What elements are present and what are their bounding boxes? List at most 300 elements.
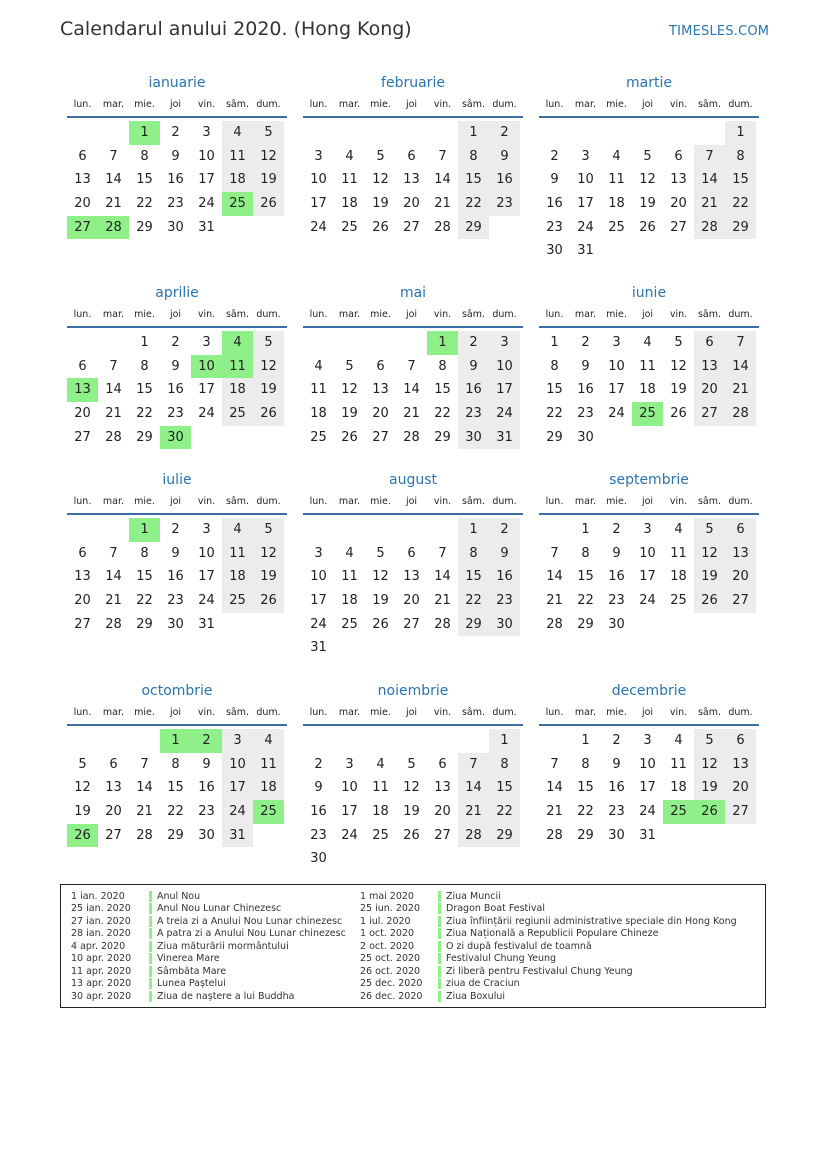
weekday-label: vin. xyxy=(669,309,688,320)
weekday-label: joi xyxy=(169,496,182,507)
day-cell: 22 xyxy=(136,406,153,422)
month-name: septembrie xyxy=(609,472,689,488)
legend-row xyxy=(71,990,346,1003)
legend-marker xyxy=(149,916,152,927)
day-cell: 5 xyxy=(674,335,683,350)
day-cell: 1 xyxy=(458,518,489,542)
weekday-label: vin. xyxy=(197,707,216,718)
day-grid xyxy=(303,729,523,871)
day-cell: 12 xyxy=(372,172,389,188)
header-rule xyxy=(67,513,287,515)
holiday-day-cell: 27 xyxy=(67,216,98,240)
day-cell: 26 xyxy=(403,827,420,843)
month-name: mai xyxy=(399,285,427,301)
day-cell: 15 xyxy=(546,382,563,398)
day-cell: 31 xyxy=(222,824,253,848)
day-grid xyxy=(539,121,759,263)
day-cell: 25 xyxy=(341,616,358,632)
weekday-label: mar. xyxy=(102,496,125,507)
day-cell: 6 xyxy=(694,331,725,355)
weekday-label: vin. xyxy=(669,99,688,110)
empty-cell xyxy=(427,729,458,753)
day-cell: 15 xyxy=(725,168,756,192)
day-cell: 30 xyxy=(608,827,625,843)
day-cell: 10 xyxy=(198,545,215,561)
day-cell: 19 xyxy=(372,593,389,609)
day-cell: 20 xyxy=(74,406,91,422)
empty-cell xyxy=(67,121,98,145)
day-cell: 21 xyxy=(434,593,451,609)
weekday-label: sâm. xyxy=(697,309,722,320)
day-cell: 23 xyxy=(458,402,489,426)
day-cell: 25 xyxy=(341,219,358,235)
day-cell: 11 xyxy=(222,542,253,566)
weekday-label: joi xyxy=(641,99,654,110)
day-cell: 16 xyxy=(546,196,563,212)
day-cell: 5 xyxy=(253,121,284,145)
day-cell: 6 xyxy=(407,148,416,164)
weekday-label: mar. xyxy=(102,99,125,110)
legend-row xyxy=(360,903,737,916)
day-cell: 14 xyxy=(546,780,563,796)
empty-cell xyxy=(539,121,570,145)
day-cell: 31 xyxy=(489,426,520,450)
day-cell: 14 xyxy=(434,172,451,188)
legend-marker xyxy=(149,941,152,952)
weekday-label: sâm. xyxy=(697,496,722,507)
legend-row xyxy=(71,915,346,928)
weekday-label: vin. xyxy=(669,496,688,507)
day-cell: 21 xyxy=(546,593,563,609)
day-cell: 12 xyxy=(670,358,687,374)
day-cell: 4 xyxy=(222,121,253,145)
holiday-day-cell: 1 xyxy=(129,121,160,145)
legend-date: 1 oct. 2020 xyxy=(360,928,415,940)
month-decembrie xyxy=(539,680,759,847)
day-cell: 27 xyxy=(434,827,451,843)
day-cell: 9 xyxy=(171,545,180,561)
empty-cell xyxy=(365,518,396,542)
day-cell: 12 xyxy=(639,172,656,188)
day-cell: 18 xyxy=(639,382,656,398)
empty-cell xyxy=(365,121,396,145)
empty-cell xyxy=(303,331,334,355)
day-cell: 24 xyxy=(310,616,327,632)
legend-date: 13 apr. 2020 xyxy=(71,978,132,990)
day-cell: 21 xyxy=(725,378,756,402)
month-name: ianuarie xyxy=(148,75,206,91)
day-cell: 30 xyxy=(577,429,594,445)
day-cell: 10 xyxy=(577,172,594,188)
empty-cell xyxy=(67,331,98,355)
day-cell: 17 xyxy=(222,776,253,800)
header-rule xyxy=(539,326,759,328)
legend-date: 2 oct. 2020 xyxy=(360,940,415,952)
header-rule xyxy=(539,513,759,515)
day-cell: 14 xyxy=(434,569,451,585)
weekday-label: mar. xyxy=(338,309,361,320)
empty-cell xyxy=(601,121,632,145)
day-cell: 17 xyxy=(341,804,358,820)
weekday-label: sâm. xyxy=(225,309,250,320)
weekday-label: lun. xyxy=(309,707,328,718)
day-cell: 9 xyxy=(202,756,211,772)
empty-cell xyxy=(98,729,129,753)
day-cell: 20 xyxy=(725,565,756,589)
legend-marker xyxy=(438,916,441,927)
empty-cell xyxy=(694,121,725,145)
legend-date: 30 apr. 2020 xyxy=(71,990,132,1002)
empty-cell xyxy=(396,121,427,145)
legend-row xyxy=(71,890,346,903)
day-cell: 13 xyxy=(403,569,420,585)
weekday-label: sâm. xyxy=(225,707,250,718)
day-cell: 1 xyxy=(581,733,590,748)
day-cell: 10 xyxy=(489,355,520,379)
day-cell: 26 xyxy=(639,219,656,235)
legend-marker xyxy=(438,903,441,914)
day-cell: 9 xyxy=(458,355,489,379)
day-cell: 18 xyxy=(608,196,625,212)
day-cell: 29 xyxy=(136,219,153,235)
day-cell: 21 xyxy=(136,804,153,820)
day-cell: 3 xyxy=(581,148,590,164)
day-cell: 6 xyxy=(438,756,447,772)
month-name: octombrie xyxy=(141,683,213,699)
day-cell: 6 xyxy=(376,358,385,374)
holiday-day-cell: 1 xyxy=(160,729,191,753)
day-cell: 23 xyxy=(310,827,327,843)
empty-cell xyxy=(98,518,129,542)
day-cell: 29 xyxy=(167,827,184,843)
day-cell: 4 xyxy=(345,148,354,164)
day-cell: 29 xyxy=(546,429,563,445)
day-cell: 20 xyxy=(403,593,420,609)
legend-holiday-name: Lunea Paștelui xyxy=(157,978,226,990)
day-cell: 10 xyxy=(639,756,656,772)
day-cell: 14 xyxy=(136,780,153,796)
day-cell: 30 xyxy=(198,827,215,843)
day-cell: 10 xyxy=(341,780,358,796)
legend-date: 25 oct. 2020 xyxy=(360,953,421,965)
day-cell: 22 xyxy=(489,800,520,824)
day-cell: 29 xyxy=(577,827,594,843)
weekday-label: lun. xyxy=(545,707,564,718)
weekday-label: mie. xyxy=(134,99,155,110)
legend-date: 25 ian. 2020 xyxy=(71,903,131,915)
day-cell: 9 xyxy=(550,172,559,188)
day-cell: 29 xyxy=(577,616,594,632)
day-cell: 7 xyxy=(550,545,559,561)
day-cell: 9 xyxy=(171,148,180,164)
day-cell: 30 xyxy=(608,616,625,632)
day-cell: 6 xyxy=(407,545,416,561)
day-cell: 25 xyxy=(222,589,253,613)
weekday-label: sâm. xyxy=(461,496,486,507)
day-cell: 3 xyxy=(345,756,354,772)
weekday-label: joi xyxy=(169,99,182,110)
day-cell: 13 xyxy=(74,569,91,585)
day-cell: 8 xyxy=(140,148,149,164)
weekday-label: lun. xyxy=(73,496,92,507)
empty-cell xyxy=(570,121,601,145)
weekday-header xyxy=(303,307,523,323)
day-cell: 3 xyxy=(202,522,211,537)
day-cell: 2 xyxy=(581,335,590,350)
weekday-label: joi xyxy=(169,707,182,718)
day-cell: 24 xyxy=(639,593,656,609)
day-cell: 28 xyxy=(403,429,420,445)
month-name: noiembrie xyxy=(377,683,449,699)
weekday-label: lun. xyxy=(309,309,328,320)
weekday-label: mie. xyxy=(370,707,391,718)
month-name: august xyxy=(389,472,437,488)
day-cell: 14 xyxy=(546,569,563,585)
legend-row xyxy=(71,978,346,991)
weekday-label: mar. xyxy=(574,309,597,320)
day-cell: 2 xyxy=(489,121,520,145)
day-cell: 2 xyxy=(171,522,180,537)
day-cell: 12 xyxy=(253,145,284,169)
day-cell: 7 xyxy=(438,545,447,561)
legend-marker xyxy=(149,928,152,939)
legend-date: 4 apr. 2020 xyxy=(71,940,126,952)
day-cell: 26 xyxy=(372,616,389,632)
day-cell: 4 xyxy=(674,733,683,748)
weekday-label: mie. xyxy=(370,496,391,507)
day-grid xyxy=(67,331,287,449)
weekday-header xyxy=(67,494,287,510)
day-cell: 17 xyxy=(489,378,520,402)
day-cell: 2 xyxy=(550,148,559,164)
day-cell: 24 xyxy=(341,827,358,843)
day-cell: 29 xyxy=(458,613,489,637)
day-cell: 22 xyxy=(577,804,594,820)
day-cell: 27 xyxy=(725,589,756,613)
weekday-label: mie. xyxy=(606,496,627,507)
weekday-label: sâm. xyxy=(697,99,722,110)
day-cell: 13 xyxy=(725,542,756,566)
legend-date: 1 ian. 2020 xyxy=(71,890,125,902)
day-cell: 16 xyxy=(167,569,184,585)
legend-row xyxy=(71,940,346,953)
weekday-label: joi xyxy=(169,309,182,320)
empty-cell xyxy=(427,518,458,542)
legend-holiday-name: Ziua Muncii xyxy=(446,890,501,902)
day-cell: 28 xyxy=(105,429,122,445)
day-cell: 8 xyxy=(171,756,180,772)
day-cell: 3 xyxy=(314,148,323,164)
month-august xyxy=(303,469,523,660)
holiday-day-cell: 10 xyxy=(191,355,222,379)
day-cell: 10 xyxy=(310,569,327,585)
legend-holiday-name: Dragon Boat Festival xyxy=(446,903,546,915)
day-cell: 8 xyxy=(140,545,149,561)
day-cell: 13 xyxy=(670,172,687,188)
empty-cell xyxy=(303,121,334,145)
day-cell: 8 xyxy=(458,145,489,169)
day-cell: 24 xyxy=(198,593,215,609)
day-cell: 14 xyxy=(694,168,725,192)
legend-column-left xyxy=(71,890,346,1003)
day-cell: 2 xyxy=(171,125,180,140)
weekday-label: dum. xyxy=(256,496,281,507)
day-cell: 11 xyxy=(670,545,687,561)
header-rule xyxy=(303,513,523,515)
weekday-label: dum. xyxy=(728,309,753,320)
weekday-label: dum. xyxy=(256,99,281,110)
day-cell: 20 xyxy=(74,196,91,212)
month-aprilie xyxy=(67,282,287,449)
day-cell: 3 xyxy=(202,335,211,350)
month-septembrie xyxy=(539,469,759,636)
legend-date: 26 oct. 2020 xyxy=(360,965,421,977)
weekday-label: mie. xyxy=(134,496,155,507)
day-cell: 20 xyxy=(403,196,420,212)
day-cell: 19 xyxy=(253,168,284,192)
day-cell: 27 xyxy=(74,429,91,445)
day-cell: 13 xyxy=(403,172,420,188)
day-cell: 27 xyxy=(403,219,420,235)
header-rule xyxy=(67,116,287,118)
legend-marker xyxy=(438,953,441,964)
weekday-label: sâm. xyxy=(461,309,486,320)
empty-cell xyxy=(67,729,98,753)
header-rule xyxy=(539,116,759,118)
holiday-day-cell: 1 xyxy=(427,331,458,355)
day-cell: 7 xyxy=(109,358,118,374)
weekday-label: lun. xyxy=(73,99,92,110)
day-cell: 5 xyxy=(694,729,725,753)
day-cell: 12 xyxy=(694,753,725,777)
day-cell: 26 xyxy=(253,402,284,426)
month-iulie xyxy=(67,469,287,636)
day-cell: 15 xyxy=(167,780,184,796)
empty-cell xyxy=(539,518,570,542)
legend-holiday-name: Anul Nou Lunar Chinezesc xyxy=(157,903,282,915)
day-cell: 4 xyxy=(643,335,652,350)
day-cell: 5 xyxy=(694,518,725,542)
day-cell: 2 xyxy=(612,522,621,537)
day-cell: 4 xyxy=(376,756,385,772)
weekday-label: dum. xyxy=(256,309,281,320)
day-cell: 22 xyxy=(458,192,489,216)
legend-date: 27 ian. 2020 xyxy=(71,915,131,927)
day-cell: 21 xyxy=(694,192,725,216)
legend-date: 1 mai 2020 xyxy=(360,890,414,902)
day-cell: 17 xyxy=(608,382,625,398)
legend-row xyxy=(71,903,346,916)
empty-cell xyxy=(396,518,427,542)
legend-marker xyxy=(438,891,441,902)
day-cell: 7 xyxy=(725,331,756,355)
day-cell: 16 xyxy=(577,382,594,398)
day-cell: 11 xyxy=(253,753,284,777)
day-cell: 6 xyxy=(78,148,87,164)
day-cell: 13 xyxy=(434,780,451,796)
day-cell: 17 xyxy=(310,196,327,212)
day-cell: 29 xyxy=(434,429,451,445)
empty-cell xyxy=(334,518,365,542)
weekday-label: mie. xyxy=(606,309,627,320)
day-cell: 28 xyxy=(725,402,756,426)
day-cell: 20 xyxy=(434,804,451,820)
day-cell: 12 xyxy=(403,780,420,796)
day-cell: 11 xyxy=(222,145,253,169)
weekday-label: mie. xyxy=(134,707,155,718)
legend-holiday-name: Ziua măturării mormântului xyxy=(157,940,289,952)
weekday-header xyxy=(67,307,287,323)
holiday-day-cell: 25 xyxy=(663,800,694,824)
month-name: aprilie xyxy=(155,285,199,301)
weekday-label: mie. xyxy=(134,309,155,320)
weekday-label: vin. xyxy=(197,309,216,320)
day-cell: 1 xyxy=(550,335,559,350)
day-cell: 4 xyxy=(253,729,284,753)
day-cell: 22 xyxy=(136,593,153,609)
day-cell: 8 xyxy=(581,756,590,772)
day-cell: 17 xyxy=(198,172,215,188)
day-cell: 21 xyxy=(546,804,563,820)
weekday-label: joi xyxy=(405,309,418,320)
day-cell: 17 xyxy=(577,196,594,212)
day-cell: 19 xyxy=(670,382,687,398)
legend-marker xyxy=(438,928,441,939)
day-cell: 8 xyxy=(489,753,520,777)
weekday-label: mar. xyxy=(574,707,597,718)
day-cell: 16 xyxy=(167,382,184,398)
header-rule xyxy=(303,724,523,726)
day-cell: 5 xyxy=(253,331,284,355)
day-cell: 16 xyxy=(608,780,625,796)
day-cell: 7 xyxy=(407,358,416,374)
weekday-label: dum. xyxy=(492,309,517,320)
day-cell: 24 xyxy=(222,800,253,824)
day-cell: 10 xyxy=(222,753,253,777)
day-cell: 15 xyxy=(458,168,489,192)
day-cell: 12 xyxy=(253,542,284,566)
day-cell: 13 xyxy=(105,780,122,796)
legend-date: 1 iul. 2020 xyxy=(360,915,411,927)
weekday-header xyxy=(67,97,287,113)
weekday-label: lun. xyxy=(545,309,564,320)
day-cell: 21 xyxy=(105,196,122,212)
day-cell: 23 xyxy=(608,804,625,820)
weekday-label: dum. xyxy=(728,496,753,507)
weekday-label: vin. xyxy=(433,309,452,320)
day-cell: 29 xyxy=(489,824,520,848)
legend-holiday-name: Festivalul Chung Yeung xyxy=(446,953,557,965)
day-cell: 3 xyxy=(202,125,211,140)
day-cell: 30 xyxy=(310,851,327,867)
holiday-day-cell: 25 xyxy=(253,800,284,824)
day-cell: 31 xyxy=(198,616,215,632)
day-cell: 31 xyxy=(639,827,656,843)
brand-link[interactable]: TIMESLES.COM xyxy=(669,24,770,39)
holiday-day-cell: 2 xyxy=(191,729,222,753)
day-cell: 17 xyxy=(639,780,656,796)
day-cell: 17 xyxy=(310,593,327,609)
weekday-label: dum. xyxy=(728,707,753,718)
day-cell: 8 xyxy=(140,358,149,374)
day-cell: 20 xyxy=(694,378,725,402)
day-cell: 8 xyxy=(458,542,489,566)
weekday-label: dum. xyxy=(728,99,753,110)
empty-cell xyxy=(663,121,694,145)
day-cell: 12 xyxy=(694,542,725,566)
weekday-label: joi xyxy=(641,707,654,718)
day-cell: 28 xyxy=(136,827,153,843)
